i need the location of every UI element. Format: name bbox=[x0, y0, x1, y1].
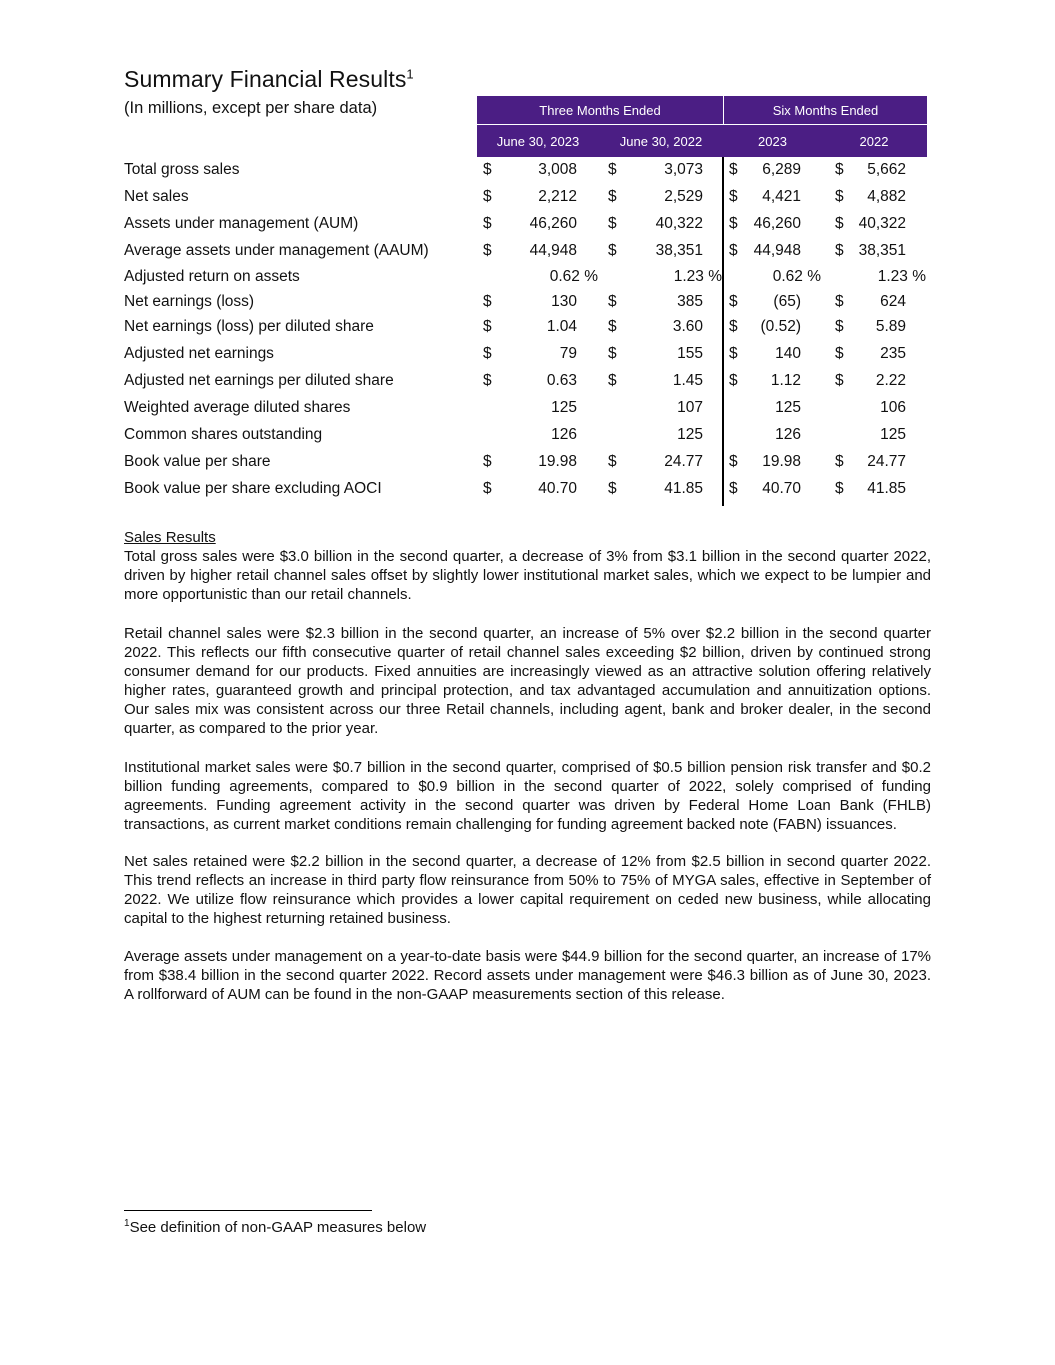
cell-value: 3.60 bbox=[672, 318, 703, 335]
title-footnote-marker: 1 bbox=[406, 66, 414, 82]
row-label: Weighted average diluted shares bbox=[124, 399, 351, 416]
paragraph-aum: Average assets under management on a year-to-date basis were $44.9 billion for the second quarter, an increase of 17% from $38.4 billion in the second quarter 2022. Record assets under management were $46.3 billion as of June 30, 2023. A rollforward of AUM can be found in the non-GAAP measurements section of this release. bbox=[124, 948, 931, 1003]
table-row bbox=[0, 426, 1055, 448]
currency-symbol: $ bbox=[835, 188, 844, 205]
cell-value: 126 bbox=[551, 426, 577, 443]
cell-value: 1.23 % bbox=[673, 268, 722, 285]
currency-symbol: $ bbox=[483, 242, 492, 259]
currency-symbol: $ bbox=[729, 345, 738, 362]
footnote-text: See definition of non-GAAP measures below bbox=[129, 1219, 427, 1236]
row-label: Book value per share excluding AOCI bbox=[124, 480, 382, 497]
currency-symbol: $ bbox=[483, 480, 492, 497]
cell-value: 2,212 bbox=[538, 188, 577, 205]
currency-symbol: $ bbox=[729, 161, 738, 178]
row-label: Adjusted net earnings per diluted share bbox=[124, 372, 394, 389]
currency-symbol: $ bbox=[608, 453, 617, 470]
currency-symbol: $ bbox=[483, 215, 492, 232]
cell-value: 107 bbox=[677, 399, 703, 416]
currency-symbol: $ bbox=[729, 215, 738, 232]
cell-value: 130 bbox=[551, 293, 577, 310]
cell-value: 46,260 bbox=[529, 215, 577, 232]
cell-value: 38,351 bbox=[858, 242, 906, 259]
currency-symbol: $ bbox=[729, 293, 738, 310]
cell-value: 2,529 bbox=[664, 188, 703, 205]
cell-value: 106 bbox=[880, 399, 906, 416]
table-row bbox=[0, 453, 1055, 475]
row-label: Adjusted return on assets bbox=[124, 268, 300, 285]
row-label: Total gross sales bbox=[124, 161, 240, 178]
cell-value: 3,073 bbox=[664, 161, 703, 178]
column-header-ytd-2023: 2023 bbox=[724, 125, 821, 157]
table-row bbox=[0, 268, 1055, 290]
cell-value: 40.70 bbox=[762, 480, 801, 497]
cell-value: 41.85 bbox=[664, 480, 703, 497]
row-label: Net sales bbox=[124, 188, 189, 205]
currency-symbol: $ bbox=[483, 372, 492, 389]
footnote bbox=[124, 1218, 426, 1236]
cell-value: 6,289 bbox=[762, 161, 801, 178]
cell-value: 46,260 bbox=[753, 215, 801, 232]
table-units-note: (In millions, except per share data) bbox=[124, 99, 378, 117]
cell-value: 19.98 bbox=[538, 453, 577, 470]
cell-value: 19.98 bbox=[762, 453, 801, 470]
currency-symbol: $ bbox=[835, 345, 844, 362]
currency-symbol: $ bbox=[608, 161, 617, 178]
currency-symbol: $ bbox=[729, 242, 738, 259]
currency-symbol: $ bbox=[835, 161, 844, 178]
header-three-months: Three Months Ended bbox=[477, 96, 723, 124]
currency-symbol: $ bbox=[835, 318, 844, 335]
cell-value: 140 bbox=[775, 345, 801, 362]
currency-symbol: $ bbox=[608, 215, 617, 232]
currency-symbol: $ bbox=[608, 188, 617, 205]
currency-symbol: $ bbox=[483, 161, 492, 178]
currency-symbol: $ bbox=[729, 453, 738, 470]
currency-symbol: $ bbox=[483, 345, 492, 362]
currency-symbol: $ bbox=[608, 372, 617, 389]
cell-value: 624 bbox=[880, 293, 906, 310]
cell-value: 235 bbox=[880, 345, 906, 362]
cell-value: 125 bbox=[775, 399, 801, 416]
header-six-months: Six Months Ended bbox=[724, 96, 927, 124]
row-label: Net earnings (loss) bbox=[124, 293, 255, 310]
cell-value: (0.52) bbox=[760, 318, 801, 335]
cell-value: 1.04 bbox=[546, 318, 577, 335]
footnote-rule bbox=[124, 1210, 372, 1211]
currency-symbol: $ bbox=[835, 453, 844, 470]
table-row bbox=[0, 372, 1055, 394]
table-row bbox=[0, 399, 1055, 421]
currency-symbol: $ bbox=[729, 318, 738, 335]
column-header-june-2023: June 30, 2023 bbox=[477, 125, 599, 157]
table-row bbox=[0, 293, 1055, 315]
currency-symbol: $ bbox=[483, 453, 492, 470]
cell-value: 24.77 bbox=[867, 453, 906, 470]
currency-symbol: $ bbox=[608, 480, 617, 497]
cell-value: 38,351 bbox=[655, 242, 703, 259]
cell-value: 126 bbox=[775, 426, 801, 443]
cell-value: 155 bbox=[677, 345, 703, 362]
cell-value: 1.23 % bbox=[877, 268, 926, 285]
cell-value: 44,948 bbox=[753, 242, 801, 259]
cell-value: 4,421 bbox=[762, 188, 801, 205]
column-header-ytd-2022: 2022 bbox=[821, 125, 927, 157]
cell-value: 5.89 bbox=[875, 318, 906, 335]
currency-symbol: $ bbox=[483, 293, 492, 310]
table-row bbox=[0, 215, 1055, 237]
sales-results-heading: Sales Results bbox=[124, 529, 216, 546]
cell-value: 385 bbox=[677, 293, 703, 310]
row-label: Book value per share bbox=[124, 453, 271, 470]
cell-value: 1.45 bbox=[672, 372, 703, 389]
table-row bbox=[0, 318, 1055, 340]
row-label: Common shares outstanding bbox=[124, 426, 323, 443]
footnote-marker: 1 bbox=[124, 1218, 130, 1229]
currency-symbol: $ bbox=[729, 188, 738, 205]
currency-symbol: $ bbox=[483, 318, 492, 335]
cell-value: 125 bbox=[551, 399, 577, 416]
currency-symbol: $ bbox=[835, 242, 844, 259]
row-label: Adjusted net earnings bbox=[124, 345, 274, 362]
cell-value: 125 bbox=[880, 426, 906, 443]
column-header-june-2022: June 30, 2022 bbox=[599, 125, 723, 157]
table-row bbox=[0, 480, 1055, 502]
row-label: Net earnings (loss) per diluted share bbox=[124, 318, 374, 335]
cell-value: 40.70 bbox=[538, 480, 577, 497]
row-label: Average assets under management (AAUM) bbox=[124, 242, 429, 259]
paragraph-institutional-sales: Institutional market sales were $0.7 billion in the second quarter, comprised of $0.5 billion pension risk transfer and $0.2 billion funding agreements, compared to $0.9 billion in the second quarter of 2022, solely comprised of funding agreements. Funding agreement activity in the second quarter was driven by Federal Home Loan Bank (FHLB) transactions, as current market conditions remain challenging for funding agreement backed note (FABN) issuances. bbox=[124, 759, 931, 833]
cell-value: 4,882 bbox=[867, 188, 906, 205]
currency-symbol: $ bbox=[608, 318, 617, 335]
paragraph-gross-sales: Total gross sales were $3.0 billion in the second quarter, a decrease of 3% from $3.1 billion in the second quarter 2022, driven by higher retail channel sales offset by slightly lower institutional market sales, which we expect to be lumpier and more opportunistic than our retail channels. bbox=[124, 548, 931, 603]
currency-symbol: $ bbox=[729, 480, 738, 497]
cell-value: 125 bbox=[677, 426, 703, 443]
cell-value: 2.22 bbox=[875, 372, 906, 389]
currency-symbol: $ bbox=[729, 372, 738, 389]
currency-symbol: $ bbox=[483, 188, 492, 205]
table-row bbox=[0, 345, 1055, 367]
cell-value: 24.77 bbox=[664, 453, 703, 470]
cell-value: 1.12 bbox=[770, 372, 801, 389]
cell-value: 79 bbox=[559, 345, 577, 362]
cell-value: 5,662 bbox=[867, 161, 906, 178]
paragraph-retail-sales: Retail channel sales were $2.3 billion in the second quarter, an increase of 5% over $2.2 billion in the second quarter 2022. This reflects our fifth consecutive quarter of retail channel sales exceeding $2 billion, driven by continued strong consumer demand for our products. Fixed annuities are increasingly viewed as an attractive solution offering relatively higher rates, guaranteed growth and principal protection, and tax advantaged accumulation and annuitization options. Our sales mix was consistent across our three Retail channels, including agent, bank and broker dealer, in the second quarter, as compared to the prior year. bbox=[124, 625, 931, 737]
cell-value: 40,322 bbox=[858, 215, 906, 232]
cell-value: 0.62 % bbox=[549, 268, 598, 285]
currency-symbol: $ bbox=[835, 215, 844, 232]
currency-symbol: $ bbox=[608, 242, 617, 259]
cell-value: 44,948 bbox=[529, 242, 577, 259]
table-row bbox=[0, 242, 1055, 264]
table-row bbox=[0, 161, 1055, 183]
cell-value: 41.85 bbox=[867, 480, 906, 497]
cell-value: 40,322 bbox=[655, 215, 703, 232]
currency-symbol: $ bbox=[835, 480, 844, 497]
cell-value: (65) bbox=[773, 293, 801, 310]
table-row bbox=[0, 188, 1055, 210]
currency-symbol: $ bbox=[608, 345, 617, 362]
row-label: Assets under management (AUM) bbox=[124, 215, 359, 232]
cell-value: 0.62 % bbox=[772, 268, 821, 285]
cell-value: 3,008 bbox=[538, 161, 577, 178]
page-title: Summary Financial Results$^1$ bbox=[124, 66, 414, 92]
cell-value: 0.63 bbox=[546, 372, 577, 389]
currency-symbol: $ bbox=[608, 293, 617, 310]
paragraph-net-sales: Net sales retained were $2.2 billion in the second quarter, a decrease of 12% from $2.5 billion in second quarter 2022. This trend reflects an increase in third party flow reinsurance from 50% to 75% of MYGA sales, effective in September of 2022. We utilize flow reinsurance which provides a lower capital requirement on ceded new business, while allocating capital to the highest returning retained business. bbox=[124, 853, 931, 927]
currency-symbol: $ bbox=[835, 372, 844, 389]
currency-symbol: $ bbox=[835, 293, 844, 310]
